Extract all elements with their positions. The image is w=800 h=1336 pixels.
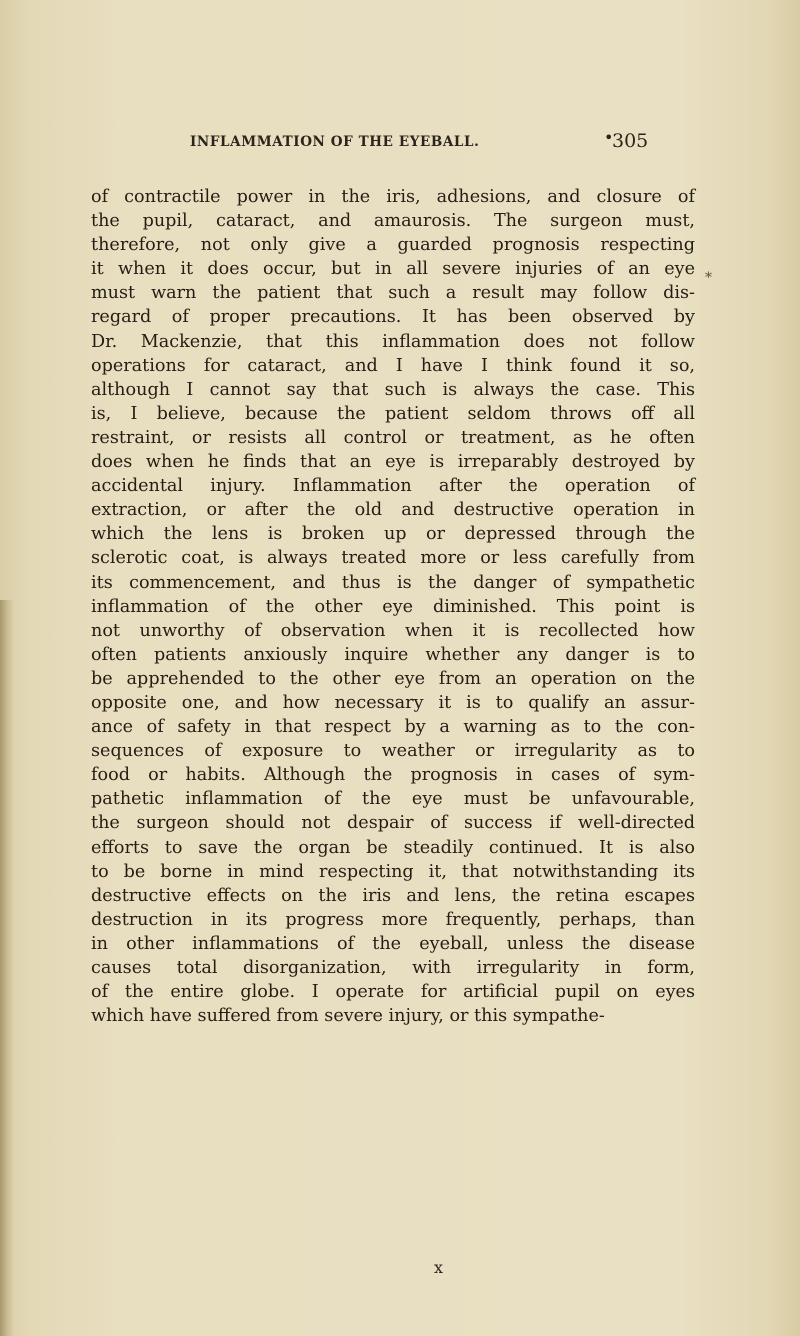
text-line: which have suffered from severe injury, or this sympathe- [91,1006,605,1027]
text-line: to be borne in mind respecting it, that notwithstanding its [91,861,695,882]
page-header [0,124,800,164]
signature-mark: x [434,1258,444,1277]
text-line: accidental injury. Inflammation after the operation of [91,476,695,497]
text-line: extraction, or after the old and destructive operation in [91,500,695,521]
text-line: destructive effects on the iris and lens, the retina escapes [91,885,695,906]
text-line: although I cannot say that such is always the case. This [91,379,695,400]
text-line: in other inflammations of the eyeball, unless the disease [91,933,695,954]
text-line: operations for cataract, and I have I think found it so, [91,355,695,376]
text-line: sclerotic coat, is always treated more or less carefully from [91,548,695,569]
text-line: food or habits. Although the prognosis in cases of sym- [91,765,695,786]
text-line: often patients anxiously inquire whether any danger is to [91,644,695,665]
text-line: pathetic inflammation of the eye must be unfavourable, [91,789,695,810]
text-line: Dr. Mackenzie, that this inflammation does not follow [91,331,695,352]
text-line: of the entire globe. I operate for artificial pupil on eyes [91,982,695,1003]
text-line: ance of safety in that respect by a warning as to the con- [91,717,695,738]
text-line: is, I believe, because the patient seldom throws off all [91,403,695,424]
text-line: which the lens is broken up or depressed through the [91,524,695,545]
text-line: must warn the patient that such a result may follow dis- [91,283,695,304]
spine-shadow [0,600,14,1336]
text-line: does when he finds that an eye is irreparably destroyed by [91,452,695,473]
text-line: the pupil, cataract, and amaurosis. The surgeon must, [91,211,695,232]
margin-mark: * [705,270,712,286]
text-line: it when it does occur, but in all severe injuries of an eye [91,259,695,280]
text-line: be apprehended to the other eye from an operation on the [91,668,695,689]
text-line: therefore, not only give a guarded prognosis respecting [91,235,695,256]
text-line: the surgeon should not despair of success if well-directed [91,813,695,834]
text-line: sequences of exposure to weather or irregularity as to [91,741,695,762]
text-line: its commencement, and thus is the danger of sympathetic [91,572,695,593]
folio-mark: • [604,128,614,147]
text-line: regard of proper precautions. It has been observed by [91,307,695,328]
page-number: 305 [612,130,649,152]
text-line: destruction in its progress more frequently, perhaps, than [91,909,695,930]
text-line: causes total disorganization, with irregularity in form, [91,958,695,978]
text-line: efforts to save the organ be steadily continued. It is also [91,837,695,858]
text-line: of contractile power in the iris, adhesions, and closure of [91,187,695,207]
text-line: opposite one, and how necessary it is to qualify an assur- [91,692,695,713]
text-line: inflammation of the other eye diminished. This point is [91,596,695,617]
body-text [91,185,695,1028]
running-head: INFLAMMATION OF THE EYEBALL. [190,134,480,150]
text-line: not unworthy of observation when it is recollected how [91,620,695,641]
text-line: restraint, or resists all control or treatment, as he often [91,427,695,448]
